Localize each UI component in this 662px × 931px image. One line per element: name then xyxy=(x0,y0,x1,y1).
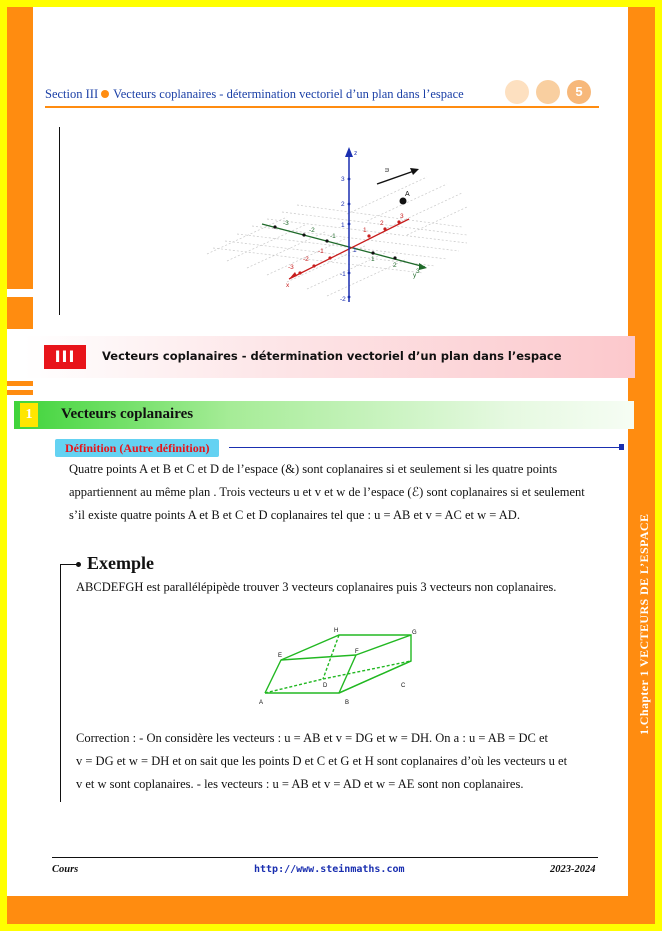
header-section: Section III xyxy=(45,87,99,101)
left-stripe-2 xyxy=(7,390,33,395)
z-axis-label: z xyxy=(354,150,358,157)
correction-text xyxy=(76,727,606,796)
definition-line-1: Quatre points A et B et C et D de l’espace (&) sont coplanaires si et seulement si les quatre points xyxy=(69,462,558,476)
z-tick-6: -2 xyxy=(340,296,346,303)
side-tab xyxy=(628,7,655,924)
side-tab-label: 1.Chapter 1 VECTEURS DE L’ESPACE xyxy=(637,513,651,735)
example-rule-vertical xyxy=(60,564,61,802)
definition-line-3: s’il existe quatre points A et B et C et D coplanaires tel que : u = AB et v = AC et w = AD. xyxy=(69,508,520,522)
x-tick-5: 2 xyxy=(380,220,384,227)
footer-year: 2023-2024 xyxy=(550,864,596,875)
header-title xyxy=(45,87,464,102)
z-tick-2: 2 xyxy=(341,201,345,208)
section-badge: III xyxy=(44,345,86,369)
left-bar-top xyxy=(7,7,33,289)
label-h: H xyxy=(334,628,339,634)
z-tick-3: 1 xyxy=(341,222,345,229)
label-g: G xyxy=(412,630,417,636)
z-tick-1: 3 xyxy=(341,176,345,183)
footer-link[interactable]: http://www.steinmaths.com xyxy=(254,864,405,875)
y-axis-label: y xyxy=(413,272,417,279)
definition-label: Définition (Autre définition) xyxy=(55,439,219,457)
parallelepiped-figure xyxy=(251,625,421,707)
x-tick-6: 3 xyxy=(400,213,404,220)
footer-rule xyxy=(52,857,598,858)
footer-left: Cours xyxy=(52,864,79,875)
x-tick-2: -2 xyxy=(303,256,309,263)
graph-grid xyxy=(207,177,467,296)
correction-line-3: v et w sont coplanaires. - les vecteurs : u = AB et v = AD et w = AE sont non coplanaires. xyxy=(76,777,524,791)
section-banner xyxy=(24,336,635,378)
definition-text xyxy=(69,458,605,527)
header-dot-icon xyxy=(101,90,109,98)
page xyxy=(7,7,655,924)
y-tick-3: -1 xyxy=(330,233,336,240)
header-rule xyxy=(45,106,599,108)
point-a-label: A xyxy=(405,191,410,198)
label-c: C xyxy=(401,683,406,689)
subsection-header xyxy=(14,401,634,429)
definition-rule-end xyxy=(619,444,624,450)
label-b: B xyxy=(345,700,350,706)
label-a: A xyxy=(259,700,264,706)
definition-rule xyxy=(229,447,621,448)
point-a xyxy=(400,198,407,205)
y-tick-6: 3 xyxy=(416,268,420,275)
vector-u-label: u xyxy=(384,168,391,172)
y-axis xyxy=(262,224,425,267)
example-statement: ABCDEFGH est parallélépipède trouver 3 vecteurs coplanaires puis 3 vecteurs non coplanaires. xyxy=(76,580,557,594)
x-tick-4: 1 xyxy=(363,227,367,234)
vector-u xyxy=(377,171,414,184)
x-tick-3: -1 xyxy=(318,248,324,255)
correction-line-2: v = DG et w = DH et on sait que les points D et C et G et H sont coplanaires d’où les vecteurs u et xyxy=(76,754,568,768)
header-circle-2 xyxy=(536,80,560,104)
y-tick-5: 2 xyxy=(393,262,397,269)
axis-graph xyxy=(197,139,477,309)
z-tick-5: -1 xyxy=(340,271,346,278)
label-e: E xyxy=(278,653,283,659)
y-tick-4: 1 xyxy=(371,256,375,263)
subsection-title: Vecteurs coplanaires xyxy=(61,406,194,422)
z-tick-4: 1 xyxy=(353,247,357,254)
graph-left-rule xyxy=(59,127,60,315)
header-circle-1 xyxy=(505,80,529,104)
bottom-band xyxy=(7,896,655,924)
definition-line-2: appartiennent au même plan . Trois vecteurs u et v et w de l’espace (ℰ) sont coplanaires si et seulement xyxy=(69,485,585,499)
label-d: D xyxy=(323,683,328,689)
section-title: Vecteurs coplanaires - détermination vectoriel d’un plan dans l’espace xyxy=(102,349,562,363)
left-stripe-1 xyxy=(7,381,33,386)
subsection-number: 1 xyxy=(20,403,38,427)
correction-line-1: Correction : - On considère les vecteurs : u = AB et v = DG et w = DH. On a : u = AB = DC et xyxy=(76,731,548,745)
header-chapter-title: Vecteurs coplanaires - détermination vectoriel d’un plan dans l’espace xyxy=(113,87,464,101)
left-bar-mid xyxy=(7,297,33,329)
example-title: Exemple xyxy=(87,553,154,573)
page-number: 5 xyxy=(567,80,591,104)
y-tick-2: -2 xyxy=(309,227,315,234)
y-tick-1: -3 xyxy=(283,220,289,227)
x-axis-label: x xyxy=(286,282,290,289)
example-bullet xyxy=(76,562,81,567)
x-tick-1: -3 xyxy=(288,264,294,271)
label-f: F xyxy=(355,649,359,655)
